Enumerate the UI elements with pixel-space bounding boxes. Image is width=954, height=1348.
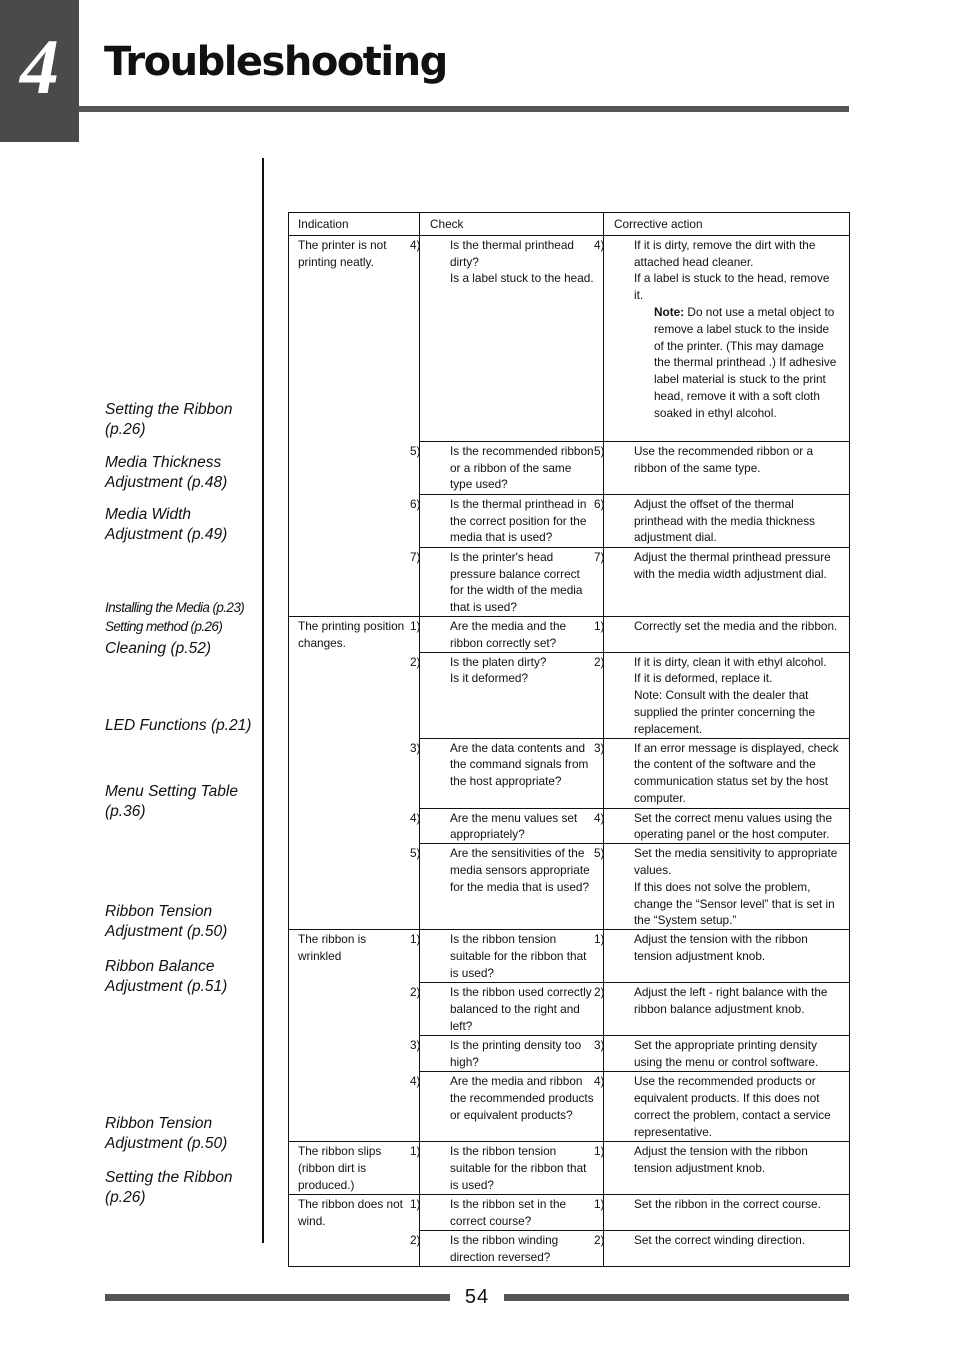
header-check: Check [420,213,604,236]
action-number: 3) [594,1038,605,1053]
check-text: Is the thermal printhead dirty? Is a label stuck to the head. [450,237,594,286]
footer-rule-left [105,1294,450,1301]
action-number: 4) [594,1074,605,1089]
check-cell [410,1072,604,1142]
corrective-action-cell [594,983,850,1036]
action-number: 2) [594,1233,605,1248]
check-text: Is the ribbon set in the correct course? [450,1197,567,1228]
corrective-action-cell [594,547,850,616]
check-number: 2) [410,985,421,1000]
action-text: Set the media sensitivity to appropriate values. If this does not solve the problem, change the “Sensor level” that is set in the “System setup.” [634,846,838,928]
action-number: 4) [594,237,605,252]
action-number: 5) [594,846,605,861]
sidebar-reference: Setting the Ribbon (p.26) [105,1169,233,1206]
action-number: 1) [594,1197,605,1212]
note-label: Note: [654,304,685,319]
check-text: Is the ribbon tension suitable for the ribbon that is used? [450,932,587,980]
table-row [289,616,850,652]
check-number: 2) [410,1233,421,1248]
chapter-number: 4 [20,23,59,110]
corrective-action-cell [594,1231,850,1267]
check-cell [410,1231,604,1267]
corrective-action-cell [594,844,850,930]
check-number: 1) [410,618,421,633]
corrective-action-cell [594,930,850,983]
chapter-number-box [0,0,79,142]
action-number: 5) [594,443,605,458]
action-text: Correctly set the media and the ribbon. [634,618,838,633]
action-text: Use the recommended ribbon or a ribbon of the same type. [634,443,814,475]
check-cell [410,616,604,652]
action-number: 1) [594,1144,605,1159]
sidebar-divider [262,158,264,1243]
corrective-action-cell [594,441,850,494]
action-number: 2) [594,985,605,1000]
indication-cell: The ribbon slips (ribbon dirt is produced.) [289,1142,420,1195]
check-text: Is the ribbon used correctly balanced to the right and left? [450,985,592,1033]
check-text: Is the ribbon tension suitable for the ribbon that is used? [450,1144,587,1192]
corrective-action-cell [594,808,850,844]
check-text: Are the data contents and the command signals from the host appropriate? [450,740,589,789]
check-cell [410,441,604,494]
corrective-action-cell [594,1195,850,1231]
check-number: 4) [410,237,421,252]
action-text: If it is dirty, remove the dirt with the attached head cleaner. If a label is stuck to the head, remove it. [634,237,830,303]
indication-cell: The printer is not printing neatly. [289,235,420,616]
check-cell [410,1142,604,1195]
check-cell [410,844,604,930]
action-text: Adjust the tension with the ribbon tension adjustment knob. [634,1144,808,1175]
check-number: 5) [410,443,421,458]
indication-cell: The printing position changes. [289,616,420,929]
check-cell [410,1036,604,1072]
corrective-action-cell [594,494,850,547]
corrective-action-cell [594,616,850,652]
action-text: If an error message is displayed, check the content of the software and the communication status set by the host computer. [634,740,839,805]
sidebar-reference: Media Width Adjustment (p.49) [105,506,228,543]
sidebar-reference: Menu Setting Table (p.36) [105,783,238,820]
table-row [289,1195,850,1231]
action-text: Adjust the thermal printhead pressure with the media width adjustment dial. [634,549,831,581]
sidebar-reference: Setting the Ribbon (p.26) [105,401,233,438]
troubleshooting-table [288,212,850,1267]
check-number: 1) [410,1197,421,1212]
header-corrective-action: Corrective action [604,213,850,236]
check-cell [410,652,604,738]
indication-cell: The ribbon is wrinkled [289,930,420,1142]
check-cell [410,930,604,983]
check-text: Are the media and the ribbon correctly set? [450,618,567,650]
action-number: 7) [594,549,605,564]
sidebar-reference: Media Thickness Adjustment (p.48) [105,454,228,491]
check-cell [410,235,604,441]
note-text: Do not use a metal object to remove a label stuck to the inside of the printer. (This may damage the thermal printhead .) If adhesive label material is stuck to the print head, remove it with a soft cloth soaked in ethyl alcohol. [654,304,837,420]
table-row [289,930,850,983]
action-text: Use the recommended products or equivalent products. If this does not correct the problem, contact a service representative. [634,1074,831,1139]
sidebar-reference: LED Functions (p.21) [105,717,252,734]
corrective-action-cell [594,738,850,808]
sidebar-reference: Ribbon Balance Adjustment (p.51) [105,958,228,995]
check-number: 6) [410,496,421,511]
check-cell [410,983,604,1036]
corrective-action-cell [594,652,850,738]
footer-rule-right [504,1294,849,1301]
check-text: Are the sensitivities of the media sensors appropriate for the media that is used? [450,846,590,894]
sidebar-reference: Ribbon Tension Adjustment (p.50) [105,903,228,940]
check-number: 1) [410,932,421,947]
check-cell [410,1195,604,1231]
check-text: Is the recommended ribbon or a ribbon of the same type used? [450,443,594,492]
check-number: 4) [410,810,421,825]
check-cell [410,738,604,808]
check-text: Is the printing density too high? [450,1038,582,1069]
action-text: Adjust the left - right balance with the ribbon balance adjustment knob. [634,985,828,1016]
check-number: 7) [410,549,421,564]
table-header-row [289,213,850,236]
sidebar-reference: Ribbon Tension Adjustment (p.50) [105,1115,228,1152]
table-row [289,1142,850,1195]
check-text: Are the media and ribbon the recommended products or equivalent products? [450,1074,594,1122]
page-title: Troubleshooting [104,39,447,85]
corrective-action-cell [594,1072,850,1142]
check-cell [410,547,604,616]
action-text: If it is dirty, clean it with ethyl alcohol. If it is deformed, replace it. Note: Consult with the dealer that supplied the printer concerning the replacement. [634,654,827,736]
action-number: 4) [594,810,605,825]
check-cell [410,494,604,547]
action-number: 6) [594,496,605,511]
check-text: Is the printer's head pressure balance correct for the width of the media that is used? [450,549,583,615]
check-number: 2) [410,654,421,669]
sidebar-reference: Cleaning (p.52) [105,640,211,657]
check-number: 3) [410,740,421,755]
corrective-action-cell [594,235,850,441]
check-text: Is the thermal printhead in the correct position for the media that is used? [450,496,587,545]
check-text: Are the menu values set appropriately? [450,810,578,842]
header-indication: Indication [289,213,420,236]
action-text: Adjust the offset of the thermal printhead with the media thickness adjustment dial. [634,496,815,545]
action-number: 2) [594,654,605,669]
check-number: 1) [410,1144,421,1159]
action-text: Set the correct winding direction. [634,1233,806,1248]
check-number: 3) [410,1038,421,1053]
action-number: 1) [594,932,605,947]
action-text: Set the appropriate printing density using the menu or control software. [634,1038,819,1069]
check-number: 4) [410,1074,421,1089]
corrective-action-cell [594,1142,850,1195]
sidebar-reference: Installing the Media (p.23) Setting method (p.26) [105,600,245,634]
action-number: 3) [594,740,605,755]
check-text: Is the ribbon winding direction reversed? [450,1233,559,1264]
title-underline [79,106,849,112]
corrective-action-cell [594,1036,850,1072]
table-row [289,235,850,441]
check-text: Is the platen dirty? Is it deformed? [450,654,547,686]
action-text: Set the correct menu values using the operating panel or the host computer. [634,810,833,842]
action-text: Set the ribbon in the correct course. [634,1197,821,1212]
action-text: Adjust the tension with the ribbon tension adjustment knob. [634,932,808,963]
check-cell [410,808,604,844]
indication-cell: The ribbon does not wind. [289,1195,420,1267]
check-number: 5) [410,846,421,861]
action-number: 1) [594,618,605,633]
page-number: 54 [464,1286,490,1308]
